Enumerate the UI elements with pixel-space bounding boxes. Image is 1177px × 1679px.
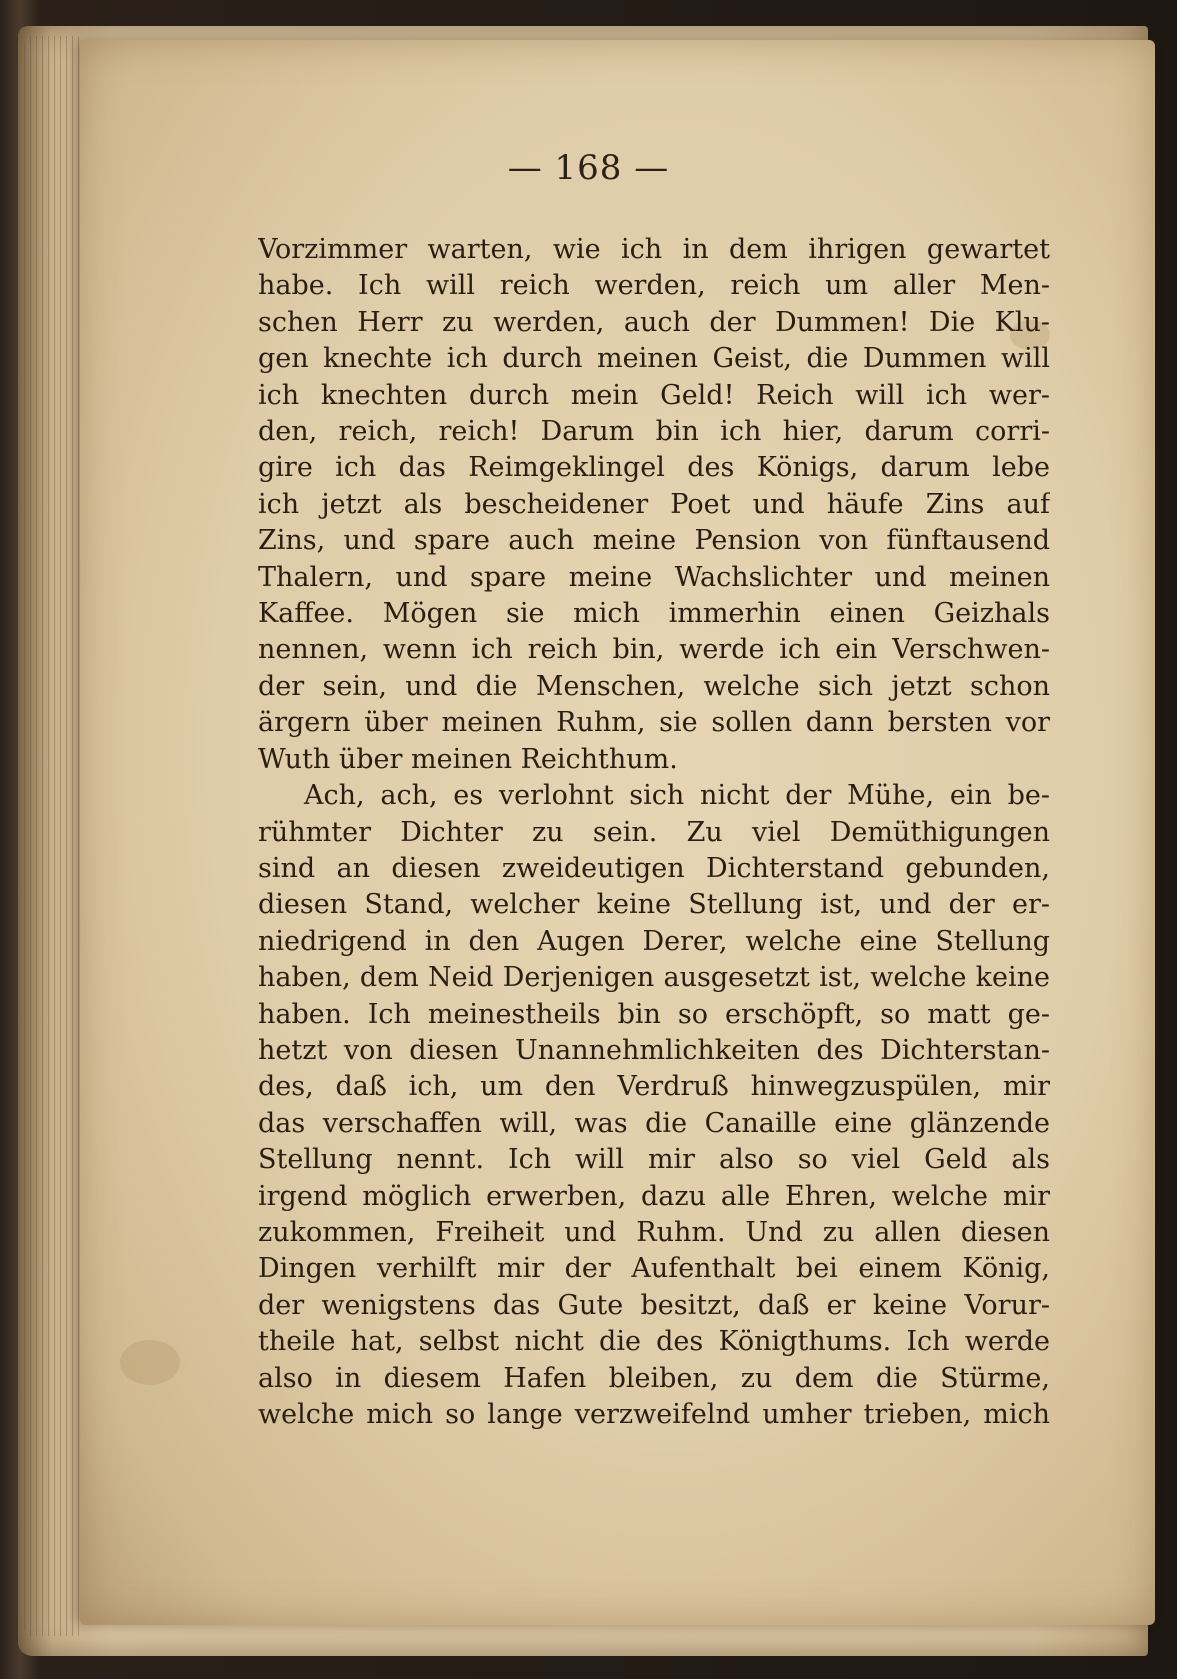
text-line: schen Herr zu werden, auch der Dummen! Die Klu- (258, 306, 1050, 338)
text-line: welche mich so lange verzweifelnd umher trieben, mich (258, 1399, 1050, 1430)
text-line: gire ich das Reimgeklingel des Königs, darum lebe (258, 452, 1050, 484)
text-line: habe. Ich will reich werden, reich um aller Men- (258, 270, 1050, 302)
text-line: nennen, wenn ich reich bin, werde ich ein Verschwen- (258, 634, 1050, 666)
text-line: das verschaffen will, was die Canaille eine glänzende (258, 1107, 1050, 1139)
text-line: hetzt von diesen Unannehmlichkeiten des Dichterstan- (258, 1034, 1050, 1066)
text-line: niedrigend in den Augen Derer, welche eine Stellung (258, 925, 1050, 957)
text-line: rühmter Dichter zu sein. Zu viel Demüthigungen (258, 816, 1050, 848)
text-line: haben, dem Neid Derjenigen ausgesetzt ist, welche keine (258, 962, 1050, 994)
text-line: irgend möglich erwerben, dazu alle Ehren, welche mir (258, 1180, 1050, 1212)
text-line: Thalern, und spare meine Wachslichter und meinen (258, 561, 1050, 593)
text-line: den, reich, reich! Darum bin ich hier, darum corri- (258, 416, 1050, 448)
text-line: diesen Stand, welcher keine Stellung ist, und der er- (258, 889, 1050, 921)
page-edges (24, 36, 84, 1636)
text-line: theile hat, selbst nicht die des Königthums. Ich werde (258, 1326, 1050, 1358)
text-line: gen knechte ich durch meinen Geist, die Dummen will (258, 343, 1050, 375)
text-line: Kaffee. Mögen sie mich immerhin einen Geizhals (258, 598, 1050, 630)
text-line: Vorzimmer warten, wie ich in dem ihrigen gewartet (258, 234, 1050, 265)
text-line: Stellung nennt. Ich will mir also so viel Geld als (258, 1144, 1050, 1176)
text-line: des, daß ich, um den Verdruß hinwegzuspülen, mir (258, 1071, 1050, 1103)
text-line: Ach, ach, es verlohnt sich nicht der Mühe, ein be- (304, 780, 1050, 812)
text-line: Dingen verhilft mir der Aufenthalt bei einem König, (258, 1253, 1050, 1285)
text-line: sind an diesen zweideutigen Dichterstand gebunden, (258, 852, 1050, 884)
text-line: ich jetzt als bescheidener Poet und häufe Zins auf (258, 488, 1050, 520)
text-line: Zins, und spare auch meine Pension von fünftausend (258, 525, 1050, 557)
text-line: ärgern über meinen Ruhm, sie sollen dann bersten vor (258, 707, 1050, 739)
text-line: ich knechten durch mein Geld! Reich will ich wer- (258, 379, 1050, 411)
page-number: — 168 — (507, 148, 670, 188)
text-line: zukommen, Freiheit und Ruhm. Und zu allen diesen (258, 1216, 1050, 1248)
body-text (258, 232, 1050, 1433)
text-line: der sein, und die Menschen, welche sich jetzt schon (258, 670, 1050, 702)
text-line: haben. Ich meinestheils bin so erschöpft, so matt ge- (258, 998, 1050, 1030)
paper-stain (120, 1340, 180, 1385)
text-line: der wenigstens das Gute besitzt, daß er keine Vorur- (258, 1289, 1050, 1321)
text-line: Wuth über meinen Reichthum. (258, 743, 678, 775)
text-line: also in diesem Hafen bleiben, zu dem die Stürme, (258, 1362, 1050, 1394)
